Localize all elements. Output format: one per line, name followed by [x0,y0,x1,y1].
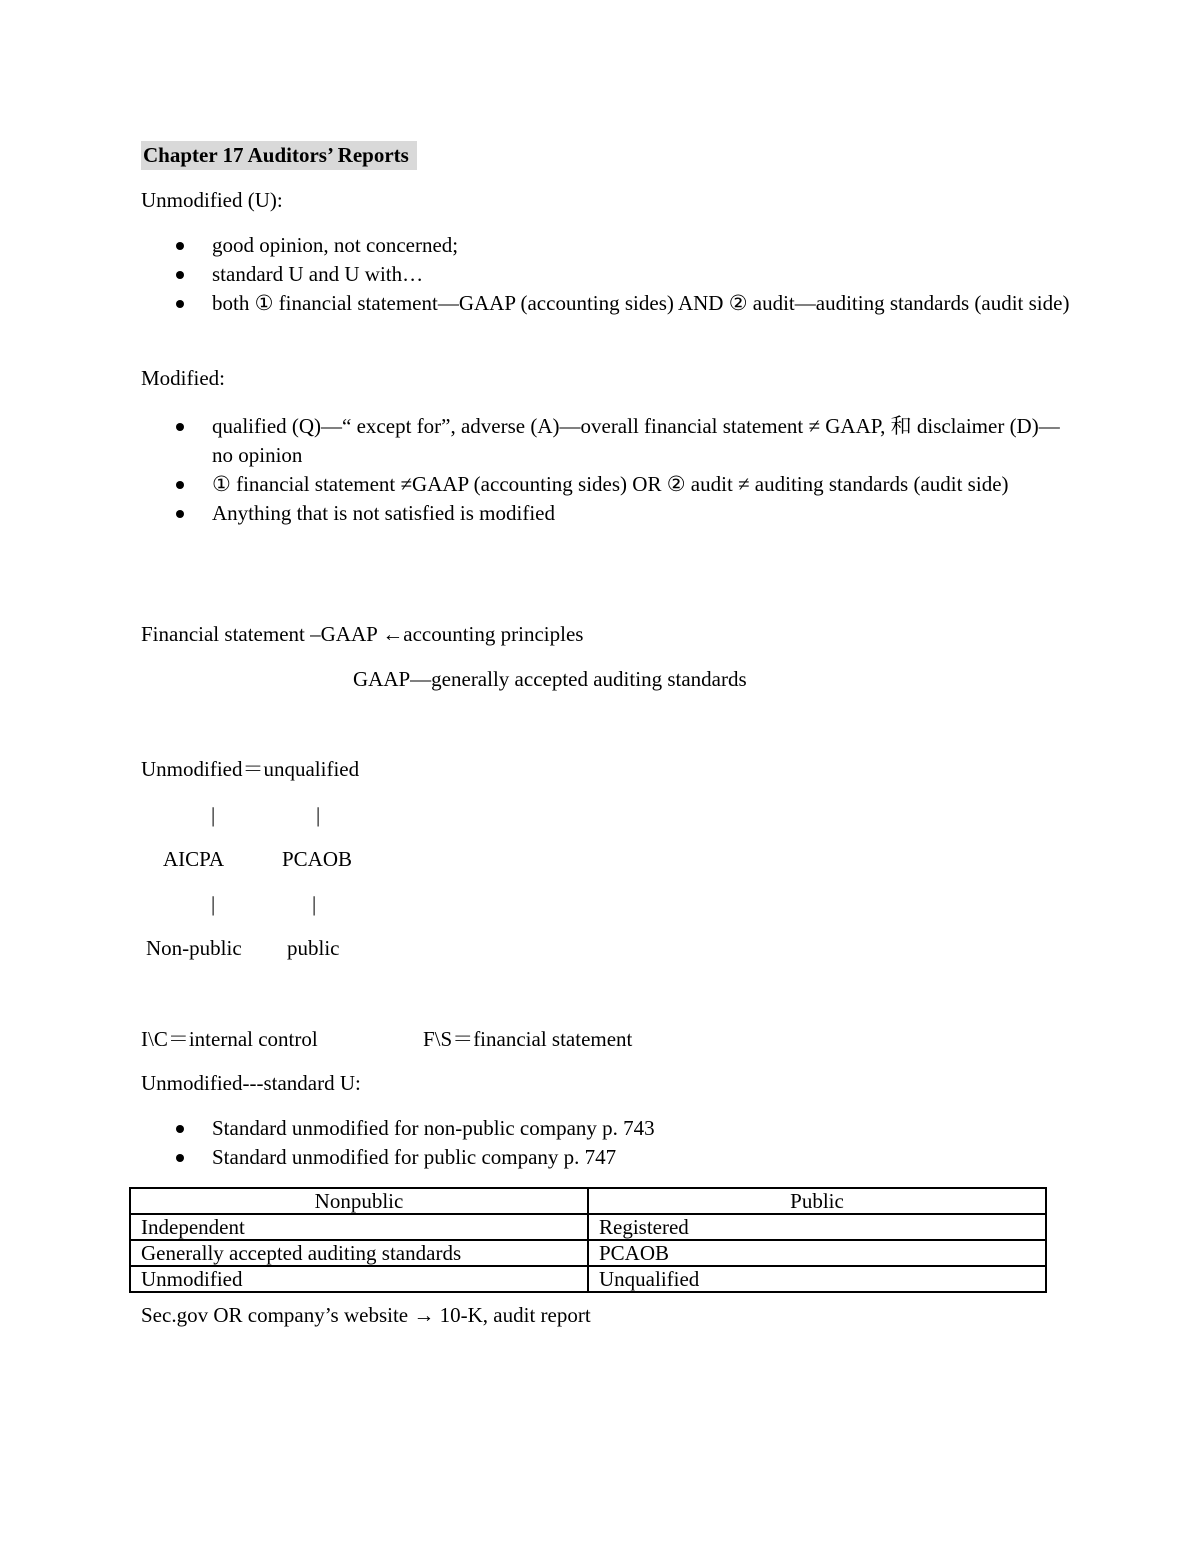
comparison-table [129,1187,1047,1293]
list-item: standard U and U with… [172,260,1072,289]
list-item: ① financial statement ≠GAAP (accounting sides) OR ② audit ≠ auditing standards (audit side) [172,470,1072,499]
diagram-nonpublic: Non-public [146,936,242,960]
table-row [130,1214,1046,1240]
table-cell: PCAOB [588,1240,1046,1266]
table-header-cell: Public [588,1188,1046,1214]
diagram-bar: | [316,803,321,827]
table-header-cell: Nonpublic [130,1188,588,1214]
page-title: Chapter 17 Auditors’ Reports [141,141,417,170]
unmodified-bullet-list [172,231,1072,318]
diagram-bar: | [211,803,216,827]
diagram-pcaob: PCAOB [282,847,353,871]
diagram-aicpa: AICPA [163,847,225,871]
list-item: Standard unmodified for public company p. 747 [172,1143,1072,1172]
table-cell: Unqualified [588,1266,1046,1292]
table-cell: Unmodified [130,1266,588,1292]
gaap-accounting-line: Financial statement –GAAP ←accounting principles [141,622,584,646]
modified-bullet-list [172,412,1072,528]
footer-line: Sec.gov OR company’s website → 10-K, audit report [141,1303,591,1327]
standard-u-heading: Unmodified---standard U: [141,1071,361,1095]
list-item: Standard unmodified for non-public company p. 743 [172,1114,1072,1143]
internal-control-definition: I\C＝internal control [141,1027,318,1051]
table-row [130,1266,1046,1292]
diagram-bar: | [211,892,216,916]
table-cell: Independent [130,1214,588,1240]
financial-statement-definition: F\S＝financial statement [423,1027,633,1051]
list-item: Anything that is not satisfied is modified [172,499,1072,528]
modified-heading: Modified: [141,366,225,390]
unmodified-heading: Unmodified (U): [141,188,283,212]
table-header-row [130,1188,1046,1214]
table-row [130,1240,1046,1266]
gaap-auditing-line: GAAP—generally accepted auditing standards [353,667,747,691]
list-item: qualified (Q)—“ except for”, adverse (A)—overall financial statement ≠ GAAP, 和 disclaimer (D)—no opinion [172,412,1072,470]
diagram-public: public [287,936,340,960]
list-item: good opinion, not concerned; [172,231,1072,260]
table-cell: Registered [588,1214,1046,1240]
unmodified-equals-line: Unmodified＝unqualified [141,757,360,781]
table-cell: Generally accepted auditing standards [130,1240,588,1266]
list-item: both ① financial statement—GAAP (accounting sides) AND ② audit—auditing standards (audit side) [172,289,1072,318]
diagram-bar: | [312,892,317,916]
standard-u-bullet-list [172,1114,1072,1172]
